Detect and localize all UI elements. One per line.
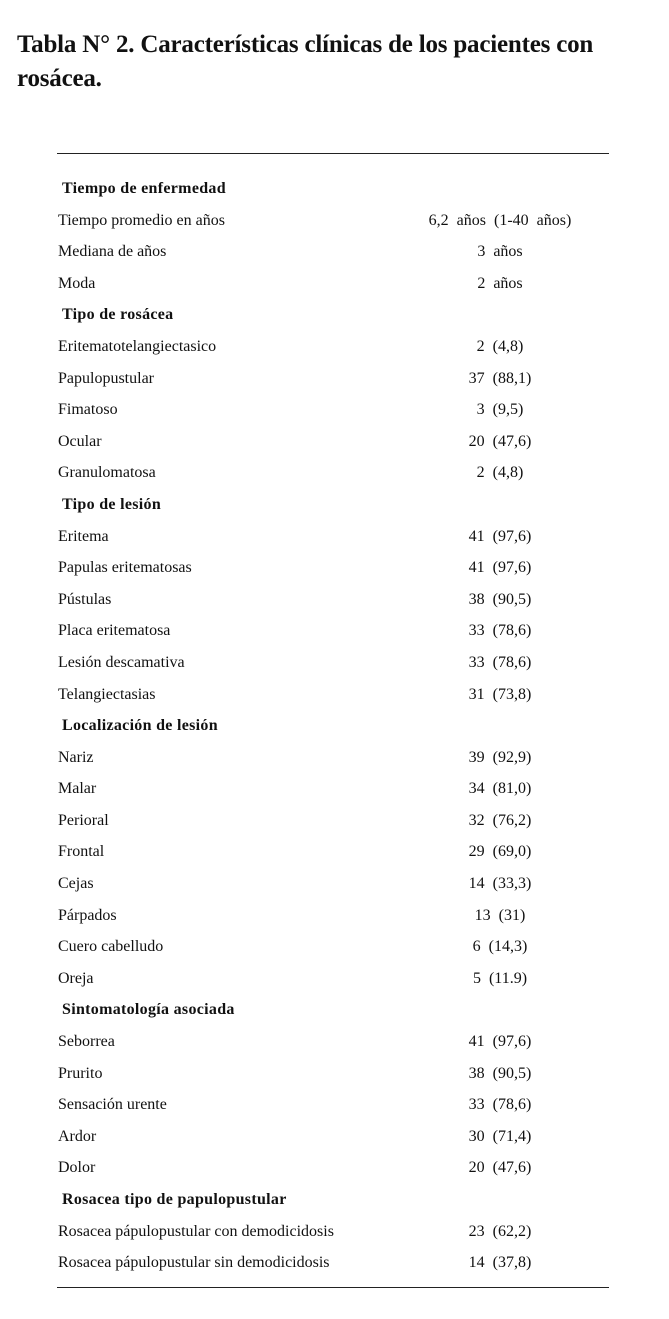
top-rule — [57, 153, 609, 154]
row-label: Dolor — [58, 1159, 96, 1177]
row-value: 33 (78,6) — [468, 622, 532, 640]
row-label: Moda — [58, 274, 96, 292]
table-row — [0, 679, 669, 711]
row-value: 41 (97,6) — [468, 559, 532, 577]
table-row — [0, 868, 669, 900]
row-value: 41 (97,6) — [468, 527, 532, 545]
row-value: 30 (71,4) — [468, 1127, 532, 1145]
row-value: 6,2 años (1-40 años) — [428, 211, 572, 229]
row-label: Papulas eritematosas — [58, 559, 192, 577]
row-label: Telangiectasias — [58, 685, 156, 703]
row-label: Rosacea pápulopustular sin demodicidosis — [58, 1254, 330, 1272]
row-value: 29 (69,0) — [468, 843, 532, 861]
row-value: 3 (9,5) — [476, 401, 524, 419]
row-label: Párpados — [58, 906, 117, 924]
table-row — [0, 331, 669, 363]
table-row — [0, 900, 669, 932]
table-row — [0, 426, 669, 458]
clinical-characteristics-table — [0, 173, 669, 1279]
section-heading: Tipo de rosácea — [62, 306, 174, 324]
row-value: 34 (81,0) — [468, 780, 532, 798]
table-row — [0, 457, 669, 489]
row-label: Granulomatosa — [58, 464, 156, 482]
row-label: Malar — [58, 780, 97, 798]
row-label: Cuero cabelludo — [58, 938, 164, 956]
table-row — [0, 268, 669, 300]
section-heading: Sintomatología asociada — [62, 1001, 235, 1019]
row-value: 33 (78,6) — [468, 1096, 532, 1114]
table-row — [0, 1121, 669, 1153]
section-header-row — [0, 994, 669, 1026]
row-label: Sensación urente — [58, 1096, 167, 1114]
row-value: 38 (90,5) — [468, 590, 532, 608]
table-row — [0, 963, 669, 995]
table-row — [0, 1216, 669, 1248]
table-row — [0, 805, 669, 837]
row-label: Frontal — [58, 843, 105, 861]
row-label: Tiempo promedio en años — [58, 211, 225, 229]
table-row — [0, 394, 669, 426]
table-row — [0, 742, 669, 774]
row-value: 31 (73,8) — [468, 685, 532, 703]
section-header-row — [0, 299, 669, 331]
row-label: Cejas — [58, 875, 94, 893]
table-row — [0, 552, 669, 584]
table-row — [0, 615, 669, 647]
row-value: 39 (92,9) — [468, 748, 532, 766]
row-label: Eritematotelangiectasico — [58, 337, 217, 355]
table-row — [0, 236, 669, 268]
bottom-rule — [57, 1287, 609, 1288]
row-label: Oreja — [58, 969, 94, 987]
row-value: 33 (78,6) — [468, 653, 532, 671]
row-value: 6 (14,3) — [472, 938, 528, 956]
table-row — [0, 1247, 669, 1279]
row-label: Ocular — [58, 432, 102, 450]
table-row — [0, 1089, 669, 1121]
table-row — [0, 363, 669, 395]
row-value: 20 (47,6) — [468, 432, 532, 450]
row-label: Perioral — [58, 811, 109, 829]
row-label: Fimatoso — [58, 401, 118, 419]
table-row — [0, 836, 669, 868]
section-header-row — [0, 173, 669, 205]
row-value: 20 (47,6) — [468, 1159, 532, 1177]
row-value: 37 (88,1) — [468, 369, 532, 387]
row-value: 32 (76,2) — [468, 811, 532, 829]
table-row — [0, 584, 669, 616]
row-value: 14 (37,8) — [468, 1254, 532, 1272]
row-value: 2 (4,8) — [476, 464, 524, 482]
row-value: 2 (4,8) — [476, 337, 524, 355]
table-row — [0, 773, 669, 805]
row-label: Placa eritematosa — [58, 622, 171, 640]
table-row — [0, 1152, 669, 1184]
row-value: 23 (62,2) — [468, 1222, 532, 1240]
section-heading: Tipo de lesión — [62, 495, 162, 513]
row-label: Ardor — [58, 1127, 97, 1145]
table-title: Tabla N° 2. Características clínicas de los pacientes con rosácea. — [17, 31, 594, 92]
table-row — [0, 1026, 669, 1058]
row-label: Lesión descamativa — [58, 653, 185, 671]
table-row — [0, 647, 669, 679]
table-row — [0, 1058, 669, 1090]
section-heading: Tiempo de enfermedad — [62, 180, 226, 197]
row-value: 13 (31) — [474, 906, 526, 924]
row-value: 3 años — [477, 243, 523, 261]
section-heading: Localización de lesión — [62, 717, 218, 735]
table-row — [0, 931, 669, 963]
section-heading: Rosacea tipo de papulopustular — [62, 1191, 287, 1208]
row-label: Papulopustular — [58, 369, 154, 387]
row-label: Prurito — [58, 1064, 103, 1082]
row-label: Mediana de años — [58, 243, 167, 261]
row-value: 38 (90,5) — [468, 1064, 532, 1082]
section-header-row — [0, 489, 669, 521]
section-header-row — [0, 1184, 669, 1216]
row-value: 5 (11.9) — [472, 969, 528, 987]
row-label: Nariz — [58, 748, 94, 766]
section-header-row — [0, 710, 669, 742]
row-label: Rosacea pápulopustular con demodicidosis — [58, 1222, 334, 1240]
row-value: 41 (97,6) — [468, 1033, 532, 1051]
row-value: 2 años — [477, 274, 523, 292]
table-row — [0, 521, 669, 553]
row-label: Pústulas — [58, 590, 112, 608]
table-row — [0, 205, 669, 237]
row-label: Eritema — [58, 527, 109, 545]
row-label: Seborrea — [58, 1033, 115, 1051]
row-value: 14 (33,3) — [468, 875, 532, 893]
